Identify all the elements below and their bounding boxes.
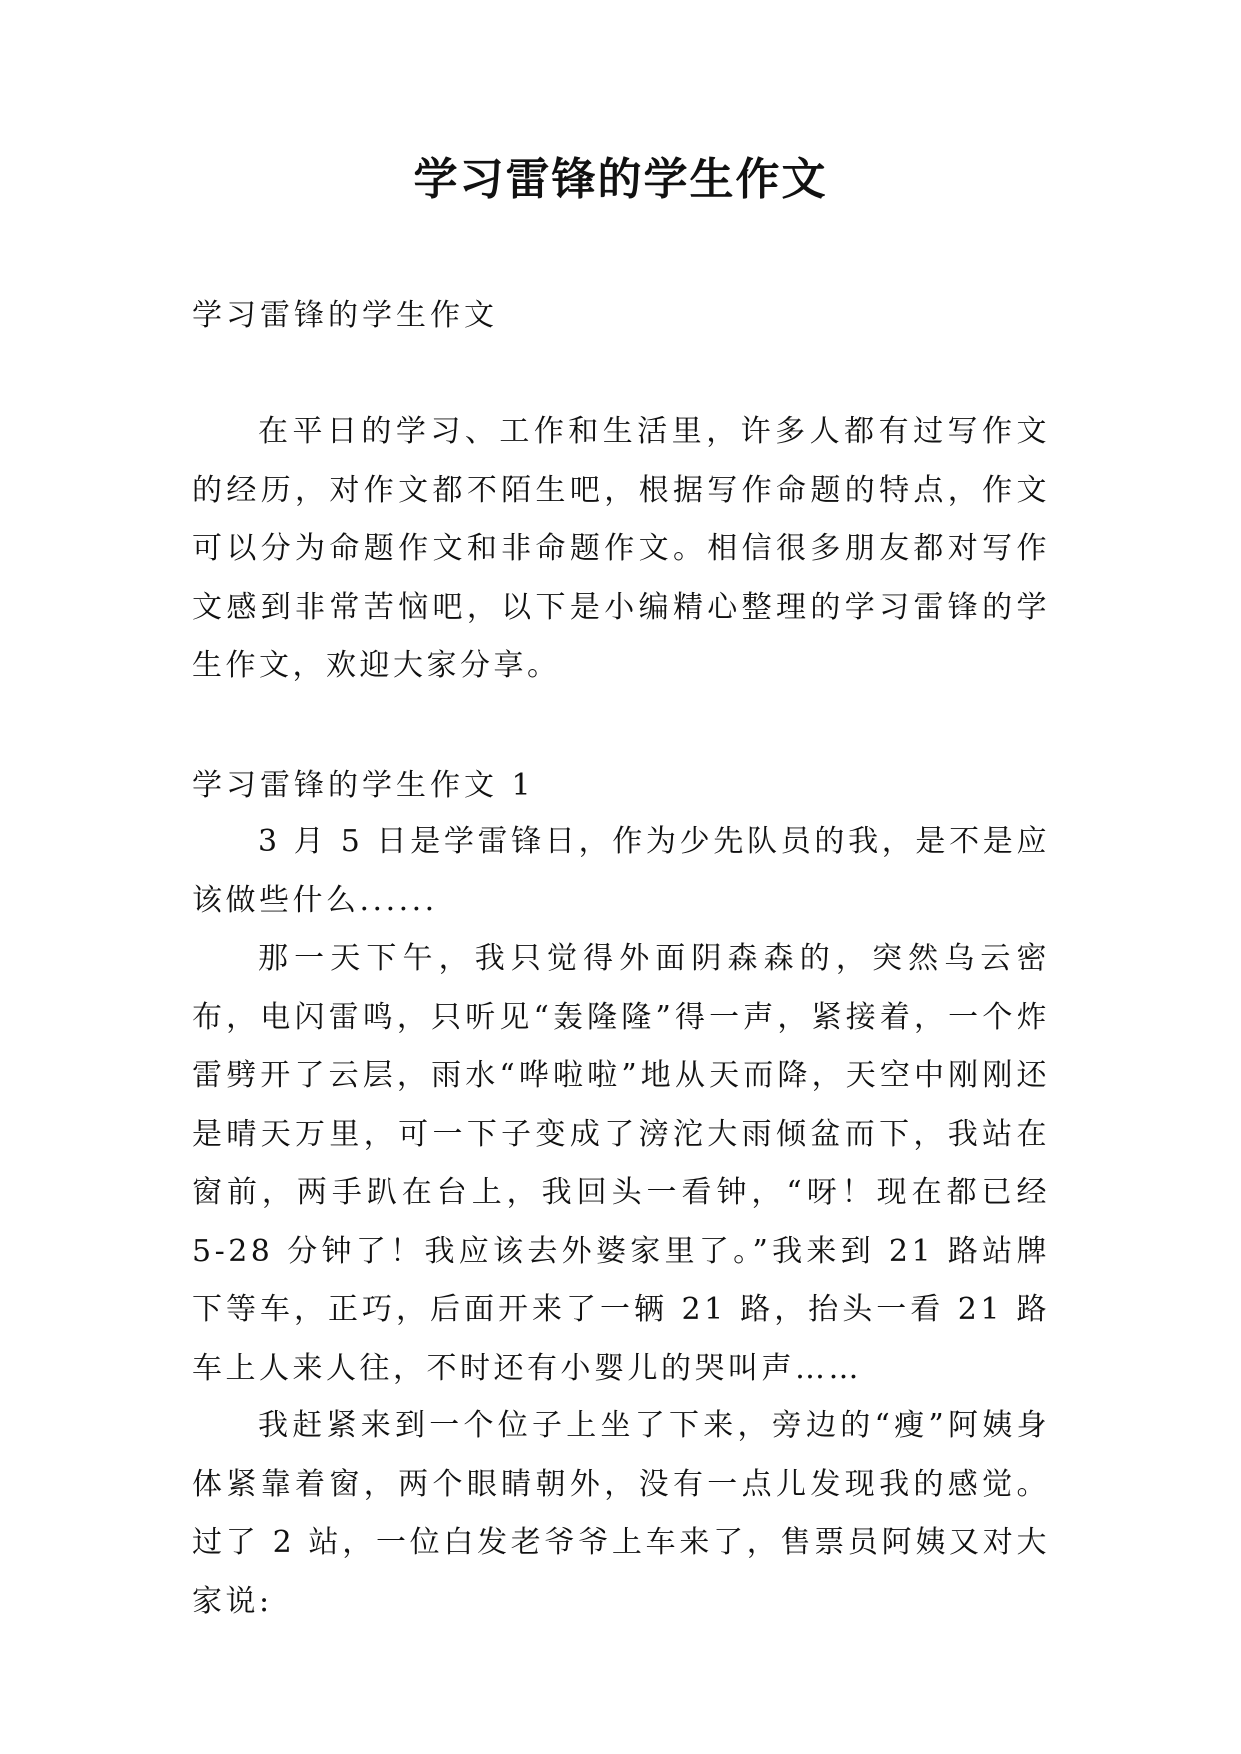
section-heading: 学习雷锋的学生作文 1 (192, 768, 535, 803)
document-title: 学习雷锋的学生作文 (413, 154, 828, 205)
intro-paragraph: 在平日的学习、工作和生活里，许多人都有过写作文的经历，对作文都不陌生吧，根据写作命题的特点，作文可以分为命题作文和非命题作文。相信很多朋友都对写作文感到非常苦恼吧，以下是小编精心整理的学习雷锋的学生作文，欢迎大家分享。 (192, 414, 1050, 683)
body-paragraph: 3 月 5 日是学雷锋日，作为少先队员的我，是不是应该做些什么...... (192, 824, 1050, 918)
body-paragraph: 我赶紧来到一个位子上坐了下来，旁边的“瘦”阿姨身体紧靠着窗，两个眼睛朝外，没有一点儿发现我的感觉。过了 2 站，一位白发老爷爷上车来了，售票员阿姨又对大家说: (192, 1408, 1050, 1619)
body-paragraph: 那一天下午，我只觉得外面阴森森的，突然乌云密布，电闪雷鸣，只听见“轰隆隆”得一声，紧接着，一个炸雷劈开了云层，雨水“哗啦啦”地从天而降，天空中刚刚还是晴天万里，可一下子变成了滂沱大雨倾盆而下，我站在窗前，两手趴在台上，我回头一看钟，“呀！现在都已经 5-28 分钟了！我应该去外婆家里了。”我来到 21 路站牌下等车，正巧，后面开来了一辆 21 路，抬头一看 21 路车上人来人往，不时还有小婴儿的哭叫声…… (192, 941, 1050, 1386)
document-subtitle: 学习雷锋的学生作文 (192, 298, 498, 333)
